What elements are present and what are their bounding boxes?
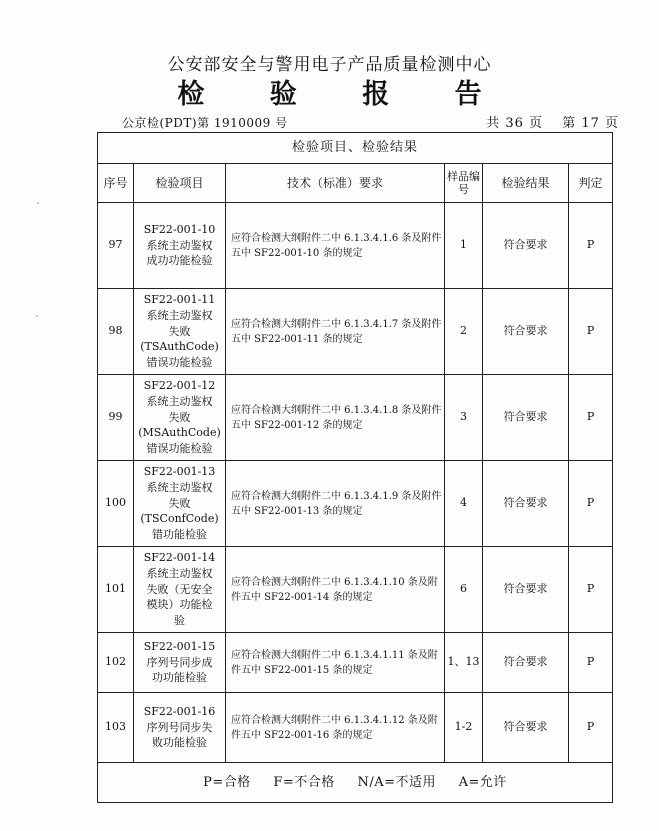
row-item: SF22-001-16 序列号同步失 败功能检验 (134, 693, 226, 763)
row-result: 符合要求 (483, 693, 569, 763)
row-requirement: 应符合检测大纲附件二中 6.1.3.4.1.11 条及附件五中 SF22-001-15 条的规定 (226, 633, 445, 693)
table-row (98, 547, 613, 633)
scan-speck (37, 202, 39, 204)
row-result: 符合要求 (483, 375, 569, 461)
row-no: 103 (98, 693, 134, 763)
row-item: SF22-001-11 系统主动鉴权 失败 (TSAuthCode) 错误功能检验 (134, 289, 226, 375)
table-row (98, 375, 613, 461)
row-sample: 1、13 (445, 633, 483, 693)
row-no: 97 (98, 203, 134, 289)
legend-not-applicable: N/A=不适用 (357, 774, 436, 790)
doc-title: 检 验 报 告 (177, 79, 510, 110)
row-verdict: P (569, 203, 613, 289)
row-result: 符合要求 (483, 461, 569, 547)
row-sample: 4 (445, 461, 483, 547)
results-table (97, 132, 613, 803)
table-row (98, 461, 613, 547)
table-row (98, 289, 613, 375)
col-header-result: 检验结果 (483, 164, 569, 203)
col-header-requirement: 技术（标准）要求 (226, 164, 445, 203)
row-verdict: P (569, 633, 613, 693)
row-no: 101 (98, 547, 134, 633)
row-item: SF22-001-10 系统主动鉴权 成功功能检验 (134, 203, 226, 289)
row-result: 符合要求 (483, 289, 569, 375)
table-row (98, 203, 613, 289)
row-sample: 2 (445, 289, 483, 375)
row-requirement: 应符合检测大纲附件二中 6.1.3.4.1.8 条及附件五中 SF22-001-12 条的规定 (226, 375, 445, 461)
row-no: 98 (98, 289, 134, 375)
section-title: 检验项目、检验结果 (98, 133, 613, 164)
row-no: 100 (98, 461, 134, 547)
col-header-item: 检验项目 (134, 164, 226, 203)
legend-allowed: A=允许 (458, 774, 507, 790)
column-header-row (98, 164, 613, 203)
row-sample: 6 (445, 547, 483, 633)
table-row (98, 693, 613, 763)
row-verdict: P (569, 693, 613, 763)
col-header-verdict: 判定 (569, 164, 613, 203)
row-result: 符合要求 (483, 633, 569, 693)
row-no: 102 (98, 633, 134, 693)
row-result: 符合要求 (483, 203, 569, 289)
row-verdict: P (569, 547, 613, 633)
row-requirement: 应符合检测大纲附件二中 6.1.3.4.1.9 条及附件五中 SF22-001-13 条的规定 (226, 461, 445, 547)
row-result: 符合要求 (483, 547, 569, 633)
row-item: SF22-001-14 系统主动鉴权 失败（无安全 模块）功能检 验 (134, 547, 226, 633)
row-no: 99 (98, 375, 134, 461)
table-row (98, 633, 613, 693)
total-pages: 共 36 页 (486, 116, 544, 131)
org-title: 公安部安全与警用电子产品质量检测中心 (167, 55, 492, 75)
row-requirement: 应符合检测大纲附件二中 6.1.3.4.1.6 条及附件五中 SF22-001-10 条的规定 (226, 203, 445, 289)
row-requirement: 应符合检测大纲附件二中 6.1.3.4.1.10 条及附件五中 SF22-001-14 条的规定 (226, 547, 445, 633)
row-verdict: P (569, 289, 613, 375)
row-requirement: 应符合检测大纲附件二中 6.1.3.4.1.12 条及附件五中 SF22-001-16 条的规定 (226, 693, 445, 763)
page-info (480, 112, 619, 131)
legend-fail: F=不合格 (273, 774, 335, 790)
row-sample: 3 (445, 375, 483, 461)
verdict-legend (98, 763, 613, 803)
page-number: 第 17 页 (562, 116, 619, 131)
row-item: SF22-001-12 系统主动鉴权 失败 (MSAuthCode) 错误功能检验 (134, 375, 226, 461)
row-item: SF22-001-15 序列号同步成 功功能检验 (134, 633, 226, 693)
col-header-sample: 样品编号 (445, 164, 483, 203)
scan-speck (36, 315, 38, 317)
row-verdict: P (569, 461, 613, 547)
legend-pass: P=合格 (203, 774, 251, 790)
row-sample: 1-2 (445, 693, 483, 763)
row-item: SF22-001-13 系统主动鉴权 失败 (TSConfCode) 错功能检验 (134, 461, 226, 547)
row-requirement: 应符合检测大纲附件二中 6.1.3.4.1.7 条及附件五中 SF22-001-11 条的规定 (226, 289, 445, 375)
row-sample: 1 (445, 203, 483, 289)
col-header-no: 序号 (98, 164, 134, 203)
row-verdict: P (569, 375, 613, 461)
report-number: 公京检(PDT)第 1910009 号 (122, 116, 288, 130)
